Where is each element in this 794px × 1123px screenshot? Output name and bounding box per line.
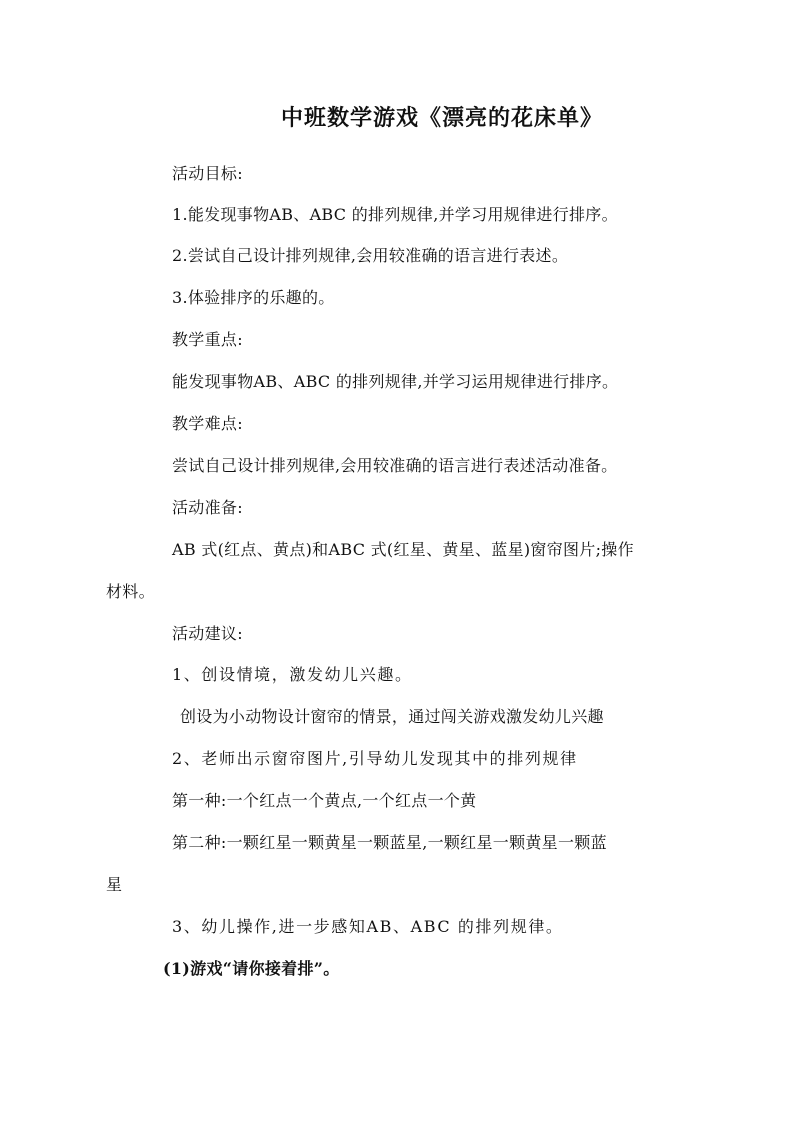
game-1: (1)游戏“请你接着排”。 <box>163 959 340 978</box>
section-heading-preparation: 活动准备: <box>172 498 243 517</box>
pattern-2-line-1: 第二种:一颗红星一颗黄星一颗蓝星,一颗红星一颗黄星一颗蓝 <box>172 833 607 852</box>
document-title: 中班数学游戏《漂亮的花床单》 <box>281 105 604 131</box>
section-heading-key-points: 教学重点: <box>172 330 243 349</box>
preparation-text-line-1: AB 式(红点、黄点)和ABC 式(红星、黄星、蓝星)窗帘图片;操作 <box>172 540 634 559</box>
preparation-text-line-2: 材料。 <box>106 582 155 601</box>
pattern-1: 第一种:一个红点一个黄点,一个红点一个黄 <box>172 791 477 810</box>
difficulties-text: 尝试自己设计排列规律,会用较准确的语言进行表述活动准备。 <box>172 456 618 475</box>
goal-item-3: 3.体验排序的乐趣的。 <box>172 288 335 307</box>
step-2: 2、老师出示窗帘图片,引导幼儿发现其中的排列规律 <box>172 749 578 768</box>
section-heading-difficulties: 教学难点: <box>172 414 243 433</box>
goal-item-1: 1.能发现事物AB、ABC 的排列规律,并学习用规律进行排序。 <box>172 205 618 224</box>
step-1: 1、创设情境，激发幼儿兴趣。 <box>172 665 413 684</box>
key-points-text: 能发现事物AB、ABC 的排列规律,并学习运用规律进行排序。 <box>172 372 619 391</box>
section-heading-goals: 活动目标: <box>172 164 243 183</box>
section-heading-suggestions: 活动建议: <box>172 624 243 643</box>
goal-item-2: 2.尝试自己设计排列规律,会用较准确的语言进行表述。 <box>172 246 569 265</box>
step-1-detail: 创设为小动物设计窗帘的情景，通过闯关游戏激发幼儿兴趣 <box>180 707 604 726</box>
pattern-2-line-2: 星 <box>106 875 123 894</box>
step-3: 3、幼儿操作,进一步感知AB、ABC 的排列规律。 <box>172 917 564 936</box>
